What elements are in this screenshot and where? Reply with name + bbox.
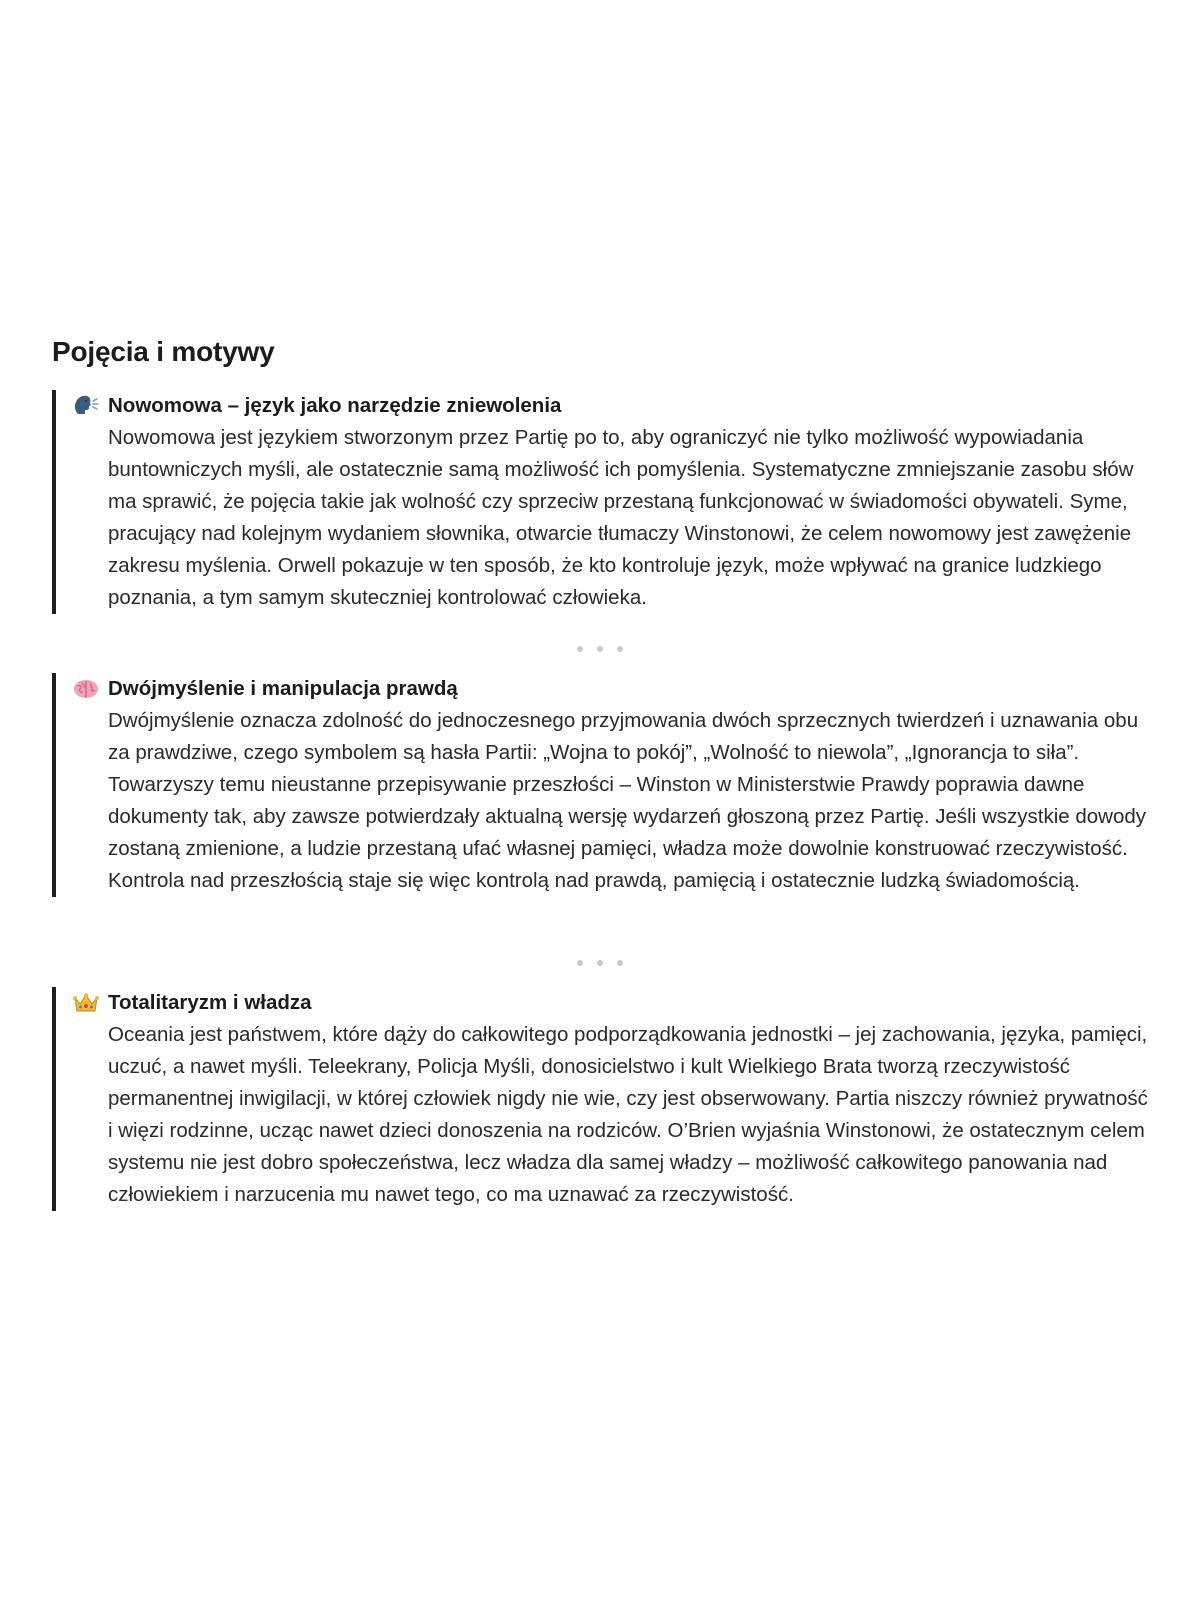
callout-body: Oceania jest państwem, które dąży do całkowitego podporządkowania jednostki – jej zachowania, języka, pamięci, uczuć, a nawet myśli. Teleekrany, Policja Myśli, donosicielstwo i kult Wielkiego Brata tworzą rzeczywistość permanentnej inwigilacji, w której człowiek nigdy nie wie, czy jest obserwowany. Partia niszczy również prywatność i więzi rodzinne, ucząc nawet dzieci donoszenia na rodziców. O’Brien wyjaśnia Winstonowi, że ostatecznym celem systemu nie jest dobro społeczeństwa, lecz władza dla samej władzy – możliwość całkowitego panowania nad człowiekiem i narzucenia mu nawet tego, co ma uznawać za rzeczywistość. bbox=[108, 1023, 1148, 1206]
callout-body: Dwójmyślenie oznacza zdolność do jednoczesnego przyjmowania dwóch sprzecznych twierdzeń i uznawania obu za prawdziwe, czego symbolem są hasła Partii: „Wojna to pokój”, „Wolność to niewola”, „Ignorancja to siła”. Towarzyszy temu nieustanne przepisywanie przeszłości – Winston w Ministerstwie Prawdy poprawia dawne dokumenty tak, aby zawsze potwierdzały aktualną wersję wydarzeń głoszoną przez Partię. Jeśli wszystkie dowody zostaną zmienione, a ludzie przestaną ufać własnej pamięci, władza może dowolnie konstruować rzeczywistość. Kontrola nad przeszłością staje się więc kontrolą nad prawdą, pamięcią i ostatecznie ludzką świadomością. bbox=[108, 709, 1147, 892]
brain-icon bbox=[72, 675, 100, 703]
crown-icon bbox=[72, 989, 100, 1017]
divider-dot bbox=[577, 646, 583, 652]
divider-dot bbox=[597, 960, 603, 966]
section-title: Pojęcia i motywy bbox=[52, 336, 275, 367]
callout-header bbox=[72, 673, 1152, 705]
divider-dot bbox=[597, 646, 603, 652]
divider-dot bbox=[617, 646, 623, 652]
callout-block-doublethink bbox=[52, 673, 1152, 897]
callout-header bbox=[72, 987, 1152, 1019]
callout-title: Totalitaryzm i władza bbox=[108, 991, 312, 1014]
callout-title: Dwójmyślenie i manipulacja prawdą bbox=[108, 677, 458, 700]
callout-title: Nowomowa – język jako narzędzie zniewolenia bbox=[108, 394, 562, 417]
divider-dot bbox=[617, 960, 623, 966]
block-divider bbox=[0, 639, 1200, 649]
callout-block-newspeak bbox=[52, 390, 1152, 614]
speaking-head-icon bbox=[72, 392, 100, 420]
divider-dot bbox=[577, 960, 583, 966]
block-divider bbox=[0, 953, 1200, 963]
callout-block-totalitarianism bbox=[52, 987, 1152, 1211]
callout-body: Nowomowa jest językiem stworzonym przez Partię po to, aby ograniczyć nie tylko możliwość wypowiadania buntowniczych myśli, ale ostatecznie samą możliwość ich pomyślenia. Systematyczne zmniejszanie zasobu słów ma sprawić, że pojęcia takie jak wolność czy sprzeciw przestaną funkcjonować w świadomości obywateli. Syme, pracujący nad kolejnym wydaniem słownika, otwarcie tłumaczy Winstonowi, że celem nowomowy jest zawężenie zakresu myślenia. Orwell pokazuje w ten sposób, że kto kontroluje język, może wpływać na granice ludzkiego poznania, a tym samym skuteczniej kontrolować człowieka. bbox=[108, 426, 1134, 609]
callout-header bbox=[72, 390, 1152, 422]
